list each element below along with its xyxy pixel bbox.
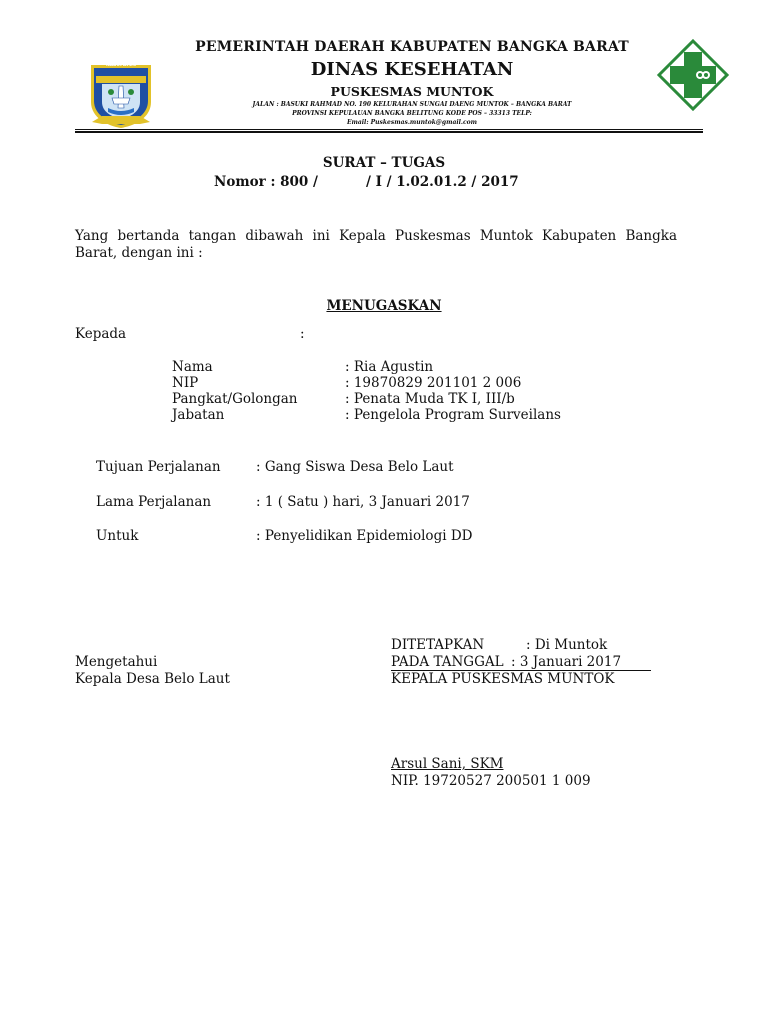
date-line [391, 654, 651, 671]
trip-value-purpose: : Penyelidikan Epidemiologi DD [256, 528, 473, 544]
field-label-rank: Pangkat/Golongan [172, 391, 298, 407]
letterhead-government: PEMERINTAH DAERAH KABUPATEN BANGKA BARAT [195, 39, 629, 55]
field-value-rank: : Penata Muda TK I, III/b [345, 391, 515, 407]
opening-paragraph: Yang bertanda tangan dibawah ini Kepala Puskesmas Muntok Kabupaten Bangka Barat, dengan ini : [75, 228, 677, 261]
letterhead-rule-thick [75, 131, 703, 133]
signatory-nip: NIP. 19720527 200501 1 009 [391, 773, 591, 789]
village-head-title: Kepala Desa Belo Laut [75, 671, 230, 687]
letterhead-agency: DINAS KESEHATAN [310, 59, 514, 80]
letterhead-rule-thin [75, 129, 703, 130]
field-value-position: : Pengelola Program Surveilans [345, 407, 561, 423]
letterhead-address-1: JALAN : BASUKI RAHMAD NO. 190 KELURAHAN SUNGAI DAENG MUNTOK – BANGKA BARAT [252, 101, 572, 108]
trip-value-destination: : Gang Siswa Desa Belo Laut [256, 459, 454, 475]
trip-label-purpose: Untuk [96, 528, 139, 544]
letterhead-puskesmas: PUSKESMAS MUNTOK [330, 84, 494, 99]
letter-number-suffix: / I / 1.02.01.2 / 2017 [366, 174, 519, 190]
recipient-label: Kepada [75, 326, 127, 342]
letter-number-prefix: Nomor : 800 / [214, 174, 318, 190]
place-label: DITETAPKAN [391, 637, 485, 653]
field-label-position: Jabatan [172, 407, 225, 423]
trip-value-duration: : 1 ( Satu ) hari, 3 Januari 2017 [256, 494, 470, 510]
date-value: : 3 Januari 2017 [511, 654, 622, 670]
recipient-colon: : [300, 326, 305, 342]
place-value: : Di Muntok [526, 637, 608, 653]
signatory-name: Arsul Sani, SKM [391, 756, 504, 772]
puskesmas-cross-icon [656, 38, 730, 112]
crest-top-text: KABUPATEN [106, 63, 136, 68]
date-label: PADA TANGGAL [391, 654, 504, 670]
letterhead-address-2: PROVINSI KEPULAUAN BANGKA BELITUNG KODE POS – 33313 TELP: [292, 110, 532, 117]
trip-label-destination: Tujuan Perjalanan [96, 459, 221, 475]
letterhead-email: Email: Puskesmas.muntok@gmail.com [346, 119, 478, 126]
field-label-name: Nama [172, 359, 213, 375]
trip-label-duration: Lama Perjalanan [96, 494, 212, 510]
acknowledged-label: Mengetahui [75, 654, 158, 670]
field-label-nip: NIP [172, 375, 199, 391]
field-value-name: : Ria Agustin [345, 359, 434, 375]
head-office-title: KEPALA PUSKESMAS MUNTOK [391, 671, 615, 687]
letter-title: SURAT – TUGAS [322, 155, 446, 171]
assignment-heading: MENUGASKAN [326, 298, 442, 314]
crest-ribbon-text: BANGKA BARAT [99, 69, 143, 75]
field-value-nip: : 19870829 201101 2 006 [345, 375, 522, 391]
